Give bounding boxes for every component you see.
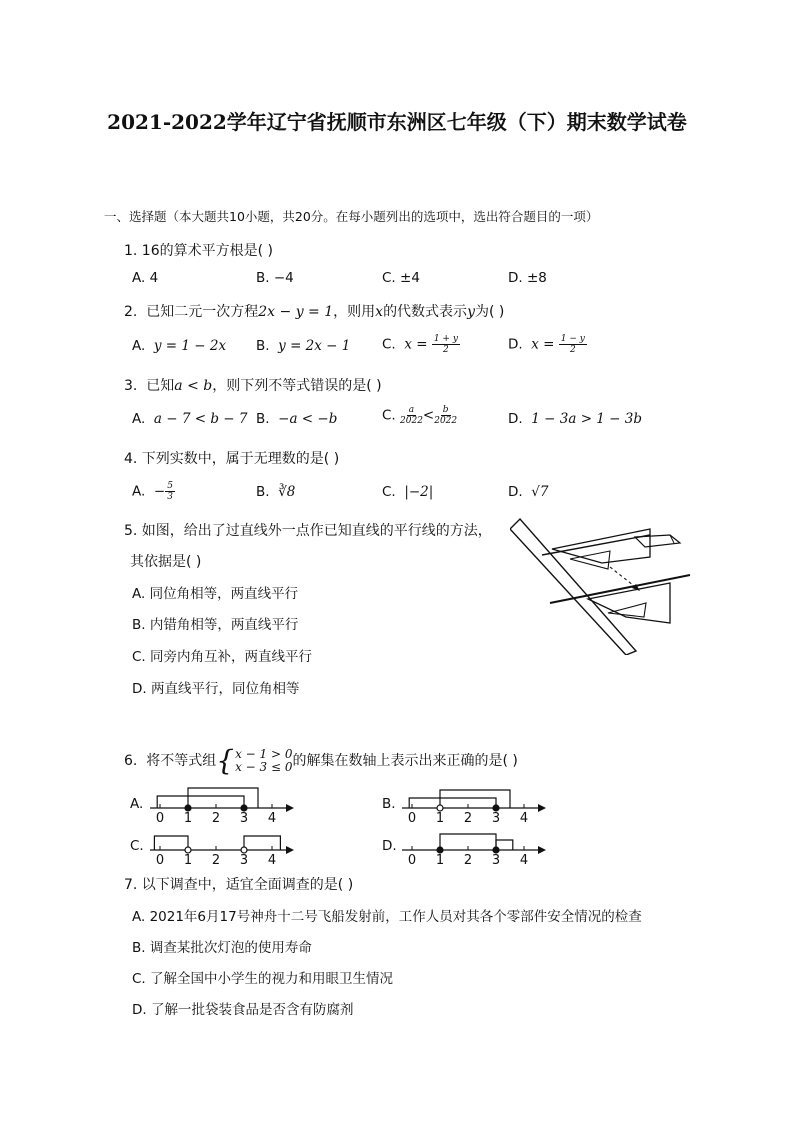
question-3-option-d[interactable] [508,411,642,427]
solution-bracket [157,796,244,808]
axis-tick-label: 1 [435,811,445,826]
axis-tick-label: 4 [519,811,529,826]
number-line-c[interactable] [148,826,298,868]
question-3-stem [124,375,382,395]
upper-set-square [552,529,650,563]
axis-arrow [538,846,546,854]
solution-bracket [188,788,258,808]
question-7-option-a[interactable]: A. 2021年6月17号神舟十二号飞船发射前，工作人员对其各个零部件安全情况的检查 [132,909,642,925]
question-3-number: 3. [124,378,138,394]
question-2-var-y: y [467,304,475,320]
page-title: 2021-2022学年辽宁省抚顺市东洲区七年级（下）期末数学试卷 [107,110,687,134]
question-5-option-b[interactable]: B. 内错角相等，两直线平行 [132,617,299,633]
closed-endpoint [493,847,499,853]
question-5-option-d[interactable]: D. 两直线平行，同位角相等 [132,681,300,697]
question-1-option-d[interactable]: D. ±8 [508,270,547,286]
option-expression: −a < −b [278,411,338,427]
question-2-var-x: x [375,304,384,320]
axis-tick-label: 0 [407,811,417,826]
axis-tick-label: 2 [211,853,221,868]
question-4-option-d[interactable] [508,484,548,500]
question-6-text-pre: 将不等式组 [146,753,217,769]
option-label: B. [256,338,270,354]
option-label: A. [132,483,146,500]
closed-endpoint [437,847,443,853]
question-2-equation: 2x − y = 1 [258,304,334,320]
question-2-option-c[interactable] [382,334,460,355]
question-2-text-post: 为( ) [474,304,505,320]
axis-arrow [538,804,546,812]
option-label: B. [256,411,270,427]
comparison-operator: < [422,407,435,424]
parallel-line-construction-figure [510,515,692,655]
axis-tick-label: 1 [435,853,445,868]
question-7-option-b[interactable]: B. 调查某批次灯泡的使用寿命 [132,940,312,956]
solution-bracket [244,836,280,850]
question-1-option-a[interactable]: A. 4 [132,270,159,286]
option-label: C. [382,407,396,424]
option-expression: y = 2x − 1 [278,338,351,354]
fraction-numerator: a [408,405,415,415]
fraction [400,405,423,426]
option-expression: |−2| [404,484,434,500]
question-1-option-b[interactable]: B. −4 [256,270,294,286]
option-label: A. [132,411,146,427]
solution-bracket [154,836,188,850]
option-lhs: x = [404,336,432,353]
fraction-denominator: 3 [167,492,173,502]
inequality-system [216,744,293,777]
option-label: D. [508,411,523,427]
axis-arrow [286,804,294,812]
question-1-option-c[interactable]: C. ±4 [382,270,420,286]
fraction-numerator: 1 − y [560,334,585,344]
question-3-text-post: ，则下列不等式错误的是( ) [212,378,382,394]
section-heading: 一、选择题（本大题共10小题，共20分。在每小题列出的选项中，选出符合题目的一项） [104,209,599,224]
constructed-line [542,535,650,555]
axis-tick-label: 1 [183,853,193,868]
question-2-option-b[interactable] [256,338,350,354]
question-4-stem: 4. 下列实数中，属于无理数的是( ) [124,451,340,467]
question-6-text-post: 的解集在数轴上表示出来正确的是( ) [292,753,518,769]
inequality-row-1: x − 1 > 0 [235,747,293,761]
axis-tick-label: 2 [211,811,221,826]
question-3-option-c[interactable] [382,405,457,426]
question-2-text-mid: ，则用 [333,304,376,320]
option-expression: √7 [531,484,549,500]
question-6-label-c[interactable]: C. [130,838,144,854]
closed-endpoint [185,805,191,811]
number-line-d[interactable] [400,826,550,868]
question-2-option-a[interactable] [132,338,226,354]
fraction-denominator: 2022 [434,416,458,426]
fraction [432,334,460,355]
question-2-number: 2. [124,304,138,320]
question-3-option-b[interactable] [256,411,337,427]
question-6-label-d[interactable]: D. [382,838,397,854]
question-5-option-a[interactable]: A. 同位角相等，两直线平行 [132,586,299,602]
fraction-numerator: b [442,405,449,415]
axis-tick-label: 4 [519,853,529,868]
fraction-numerator: 5 [167,481,173,491]
option-lhs: x = [531,336,559,353]
question-7-option-d[interactable]: D. 了解一批袋装食品是否含有防腐剂 [132,1002,354,1018]
question-5-stem-line-1: 5. 如图，给出了过直线外一点作已知直线的平行线的方法， [124,523,492,539]
inequality-row-2: x − 3 ≤ 0 [235,760,293,774]
given-line [550,575,690,603]
fraction [559,334,587,355]
fraction [165,481,175,502]
left-brace: { [216,744,235,777]
axis-tick-label: 4 [267,811,277,826]
fraction-numerator: 1 + y [433,334,458,344]
closed-endpoint [241,805,247,811]
fraction-denominator: 2 [569,345,576,355]
question-7-option-c[interactable]: C. 了解全国中小学生的视力和用眼卫生情况 [132,971,394,987]
axis-tick-label: 4 [267,853,277,868]
question-4-option-c[interactable] [382,484,433,500]
question-1-stem: 1. 16的算术平方根是( ) [124,243,273,259]
axis-tick-label: 3 [239,853,249,868]
option-expression: y = 1 − 2x [153,338,227,354]
open-endpoint [185,847,191,853]
solution-bracket [440,790,510,808]
ruler-shape [510,519,636,655]
option-sign: − [153,483,166,500]
option-expression: 1 − 3a > 1 − 3b [531,411,643,427]
question-7-stem: 7. 以下调查中，适宜全面调查的是( ) [124,877,354,893]
lower-set-square-inner [608,603,646,617]
question-5-option-c[interactable]: C. 同旁内角互补，两直线平行 [132,649,313,665]
lower-set-square [588,583,670,623]
open-endpoint [437,805,443,811]
option-label: B. [256,484,270,500]
question-4-option-b[interactable] [256,484,295,500]
question-3-option-a[interactable] [132,411,247,427]
question-4-option-a[interactable] [132,481,175,502]
option-label: D. [508,336,523,353]
question-6-number: 6. [124,753,138,769]
question-6-label-b[interactable]: B. [382,796,396,812]
option-label: A. [132,338,146,354]
question-5-stem-line-2: 其依据是( ) [130,554,202,570]
axis-tick-label: 0 [155,811,165,826]
question-2-text-mid2: 的代数式表示 [383,304,468,320]
question-6-label-a[interactable]: A. [130,796,144,812]
question-6-stem [124,744,518,777]
open-endpoint [241,847,247,853]
number-line-b[interactable] [400,784,550,826]
option-expression: a − 7 < b − 7 [153,411,248,427]
number-line-a[interactable] [148,784,298,826]
solution-bracket [409,798,496,808]
question-2-text-pre: 已知二元一次方程 [146,304,259,320]
option-expression: ∛8 [278,484,296,500]
axis-tick-label: 3 [239,811,249,826]
fraction [434,405,457,426]
question-3-text-pre: 已知 [146,378,175,394]
fraction-denominator: 2022 [400,416,423,426]
closed-endpoint [493,805,499,811]
fraction-denominator: 2 [443,345,449,355]
axis-tick-label: 0 [407,853,417,868]
translation-arrow [610,567,638,589]
question-3-condition: a < b [174,378,213,394]
axis-tick-label: 1 [183,811,193,826]
axis-tick-label: 2 [463,811,473,826]
axis-tick-label: 3 [491,811,501,826]
question-2-stem [124,301,504,321]
option-label: C. [382,336,396,353]
option-label: C. [382,484,396,500]
axis-tick-label: 3 [491,853,501,868]
axis-tick-label: 0 [155,853,165,868]
axis-tick-label: 2 [463,853,473,868]
question-2-option-d[interactable] [508,334,587,355]
option-label: D. [508,484,523,500]
axis-arrow [286,846,294,854]
